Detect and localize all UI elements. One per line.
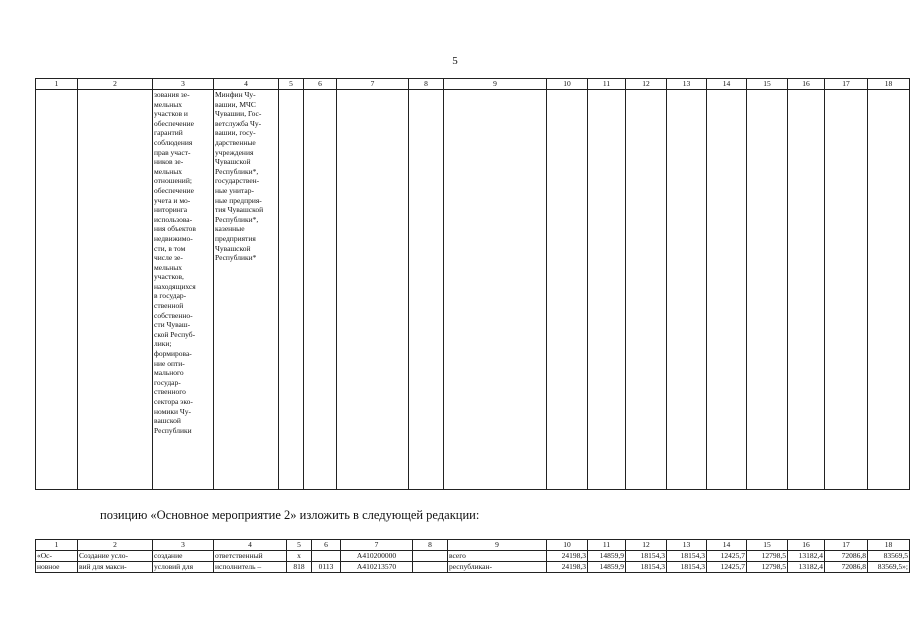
table-cell [337, 90, 409, 490]
table-cell [304, 90, 337, 490]
table-cell [825, 90, 868, 490]
header-cell: 13 [667, 540, 707, 551]
table-cell: 18154,3 [667, 562, 707, 573]
table-row [36, 551, 910, 562]
header-cell: 14 [707, 79, 747, 90]
header-cell: 16 [788, 540, 825, 551]
table-cell [788, 90, 825, 490]
header-cell: 15 [747, 79, 788, 90]
header-cell: 9 [444, 79, 547, 90]
header-cell: 11 [588, 540, 626, 551]
header-cell: 16 [788, 79, 825, 90]
header-cell: 6 [304, 79, 337, 90]
table-cell [312, 551, 341, 562]
table-cell: 83569,5»; [868, 562, 910, 573]
table-row [36, 90, 910, 490]
table-continuation [35, 78, 910, 490]
table-cell [667, 90, 707, 490]
header-cell: 12 [626, 540, 667, 551]
table-cell [707, 90, 747, 490]
executors-cell: Минфин Чу- вашии, МЧС Чувашии, Гос- ветслужба Чу- вашии, госу- дарственные учреждения Чувашской Республики*, государствен- ные унитар- ные предприя- тия Чувашской Республики*, казенные предприятия Чувашской Республики* [214, 90, 279, 490]
table-cell: 818 [287, 562, 312, 573]
table-cell: А410200000 [341, 551, 413, 562]
table-cell: 13182,4 [788, 551, 825, 562]
table-cell [868, 90, 910, 490]
table-cell: исполнитель – [214, 562, 287, 573]
table-cell [36, 90, 78, 490]
header-cell: 1 [36, 79, 78, 90]
table-cell: 12425,7 [707, 551, 747, 562]
table-cell: республикан- [448, 562, 547, 573]
header-cell: 2 [78, 540, 153, 551]
table-cell: 12798,5 [747, 551, 788, 562]
header-cell: 9 [448, 540, 547, 551]
header-cell: 4 [214, 540, 287, 551]
header-cell: 5 [279, 79, 304, 90]
table-cell [747, 90, 788, 490]
header-cell: 13 [667, 79, 707, 90]
header-cell: 7 [341, 540, 413, 551]
table-cell: 72086,8 [825, 551, 868, 562]
table-cell: 12425,7 [707, 562, 747, 573]
header-cell: 3 [153, 79, 214, 90]
table-cell: 18154,3 [667, 551, 707, 562]
table-cell: новное [36, 562, 78, 573]
task-description-cell: зования зе- мельных участков и обеспечение гарантий соблюдения прав участ- ников зе- мельных отношений; обеспечение учета и мо- ниторинга использова- ния объектов недвижимо- сти, в том числе зе- мельных участков, находящихся в государ- ственной собственно- сти Чуваш- ской Респуб- лики; формирова- ние опти- мального государ- ственного сектора эко- номики Чу- вашской Республики [153, 90, 214, 490]
table-cell: Создание усло- [78, 551, 153, 562]
table-cell: всего [448, 551, 547, 562]
instruction-text: позицию «Основное мероприятие 2» изложить в следующей редакции: [100, 508, 480, 522]
header-cell: 18 [868, 79, 910, 90]
header-cell: 4 [214, 79, 279, 90]
table-header-row [36, 79, 910, 90]
page-number: 5 [452, 55, 458, 67]
header-cell: 8 [409, 79, 444, 90]
table-cell: 72086,8 [825, 562, 868, 573]
table-cell [413, 551, 448, 562]
table-cell: создание [153, 551, 214, 562]
header-cell: 11 [588, 79, 626, 90]
table-cell [444, 90, 547, 490]
header-cell: 6 [312, 540, 341, 551]
table-cell [413, 562, 448, 573]
table-new-edition [35, 539, 910, 573]
table-cell: А410213570 [341, 562, 413, 573]
table-cell: ответственный [214, 551, 287, 562]
table-cell [588, 90, 626, 490]
table-header-row [36, 540, 910, 551]
header-cell: 17 [825, 540, 868, 551]
header-cell: 17 [825, 79, 868, 90]
table-cell: условий для [153, 562, 214, 573]
table-cell [409, 90, 444, 490]
header-cell: 15 [747, 540, 788, 551]
table-cell [78, 90, 153, 490]
header-cell: 14 [707, 540, 747, 551]
table-cell: 83569,5 [868, 551, 910, 562]
table-cell: 13182,4 [788, 562, 825, 573]
header-cell: 8 [413, 540, 448, 551]
table-cell: 14859,9 [588, 562, 626, 573]
table-cell: 24198,3 [547, 562, 588, 573]
table-cell [626, 90, 667, 490]
header-cell: 7 [337, 79, 409, 90]
header-cell: 1 [36, 540, 78, 551]
table-row [36, 562, 910, 573]
header-cell: 3 [153, 540, 214, 551]
table-cell: «Ос- [36, 551, 78, 562]
table-cell [547, 90, 588, 490]
table-cell: x [287, 551, 312, 562]
table-cell [279, 90, 304, 490]
table-cell: 0113 [312, 562, 341, 573]
header-cell: 18 [868, 540, 910, 551]
table-cell: 14859,9 [588, 551, 626, 562]
header-cell: 12 [626, 79, 667, 90]
table-cell: 18154,3 [626, 551, 667, 562]
table-cell: 12798,5 [747, 562, 788, 573]
header-cell: 10 [547, 540, 588, 551]
table-cell: 24198,3 [547, 551, 588, 562]
table-cell: 18154,3 [626, 562, 667, 573]
table-cell: вий для макси- [78, 562, 153, 573]
header-cell: 10 [547, 79, 588, 90]
header-cell: 5 [287, 540, 312, 551]
header-cell: 2 [78, 79, 153, 90]
